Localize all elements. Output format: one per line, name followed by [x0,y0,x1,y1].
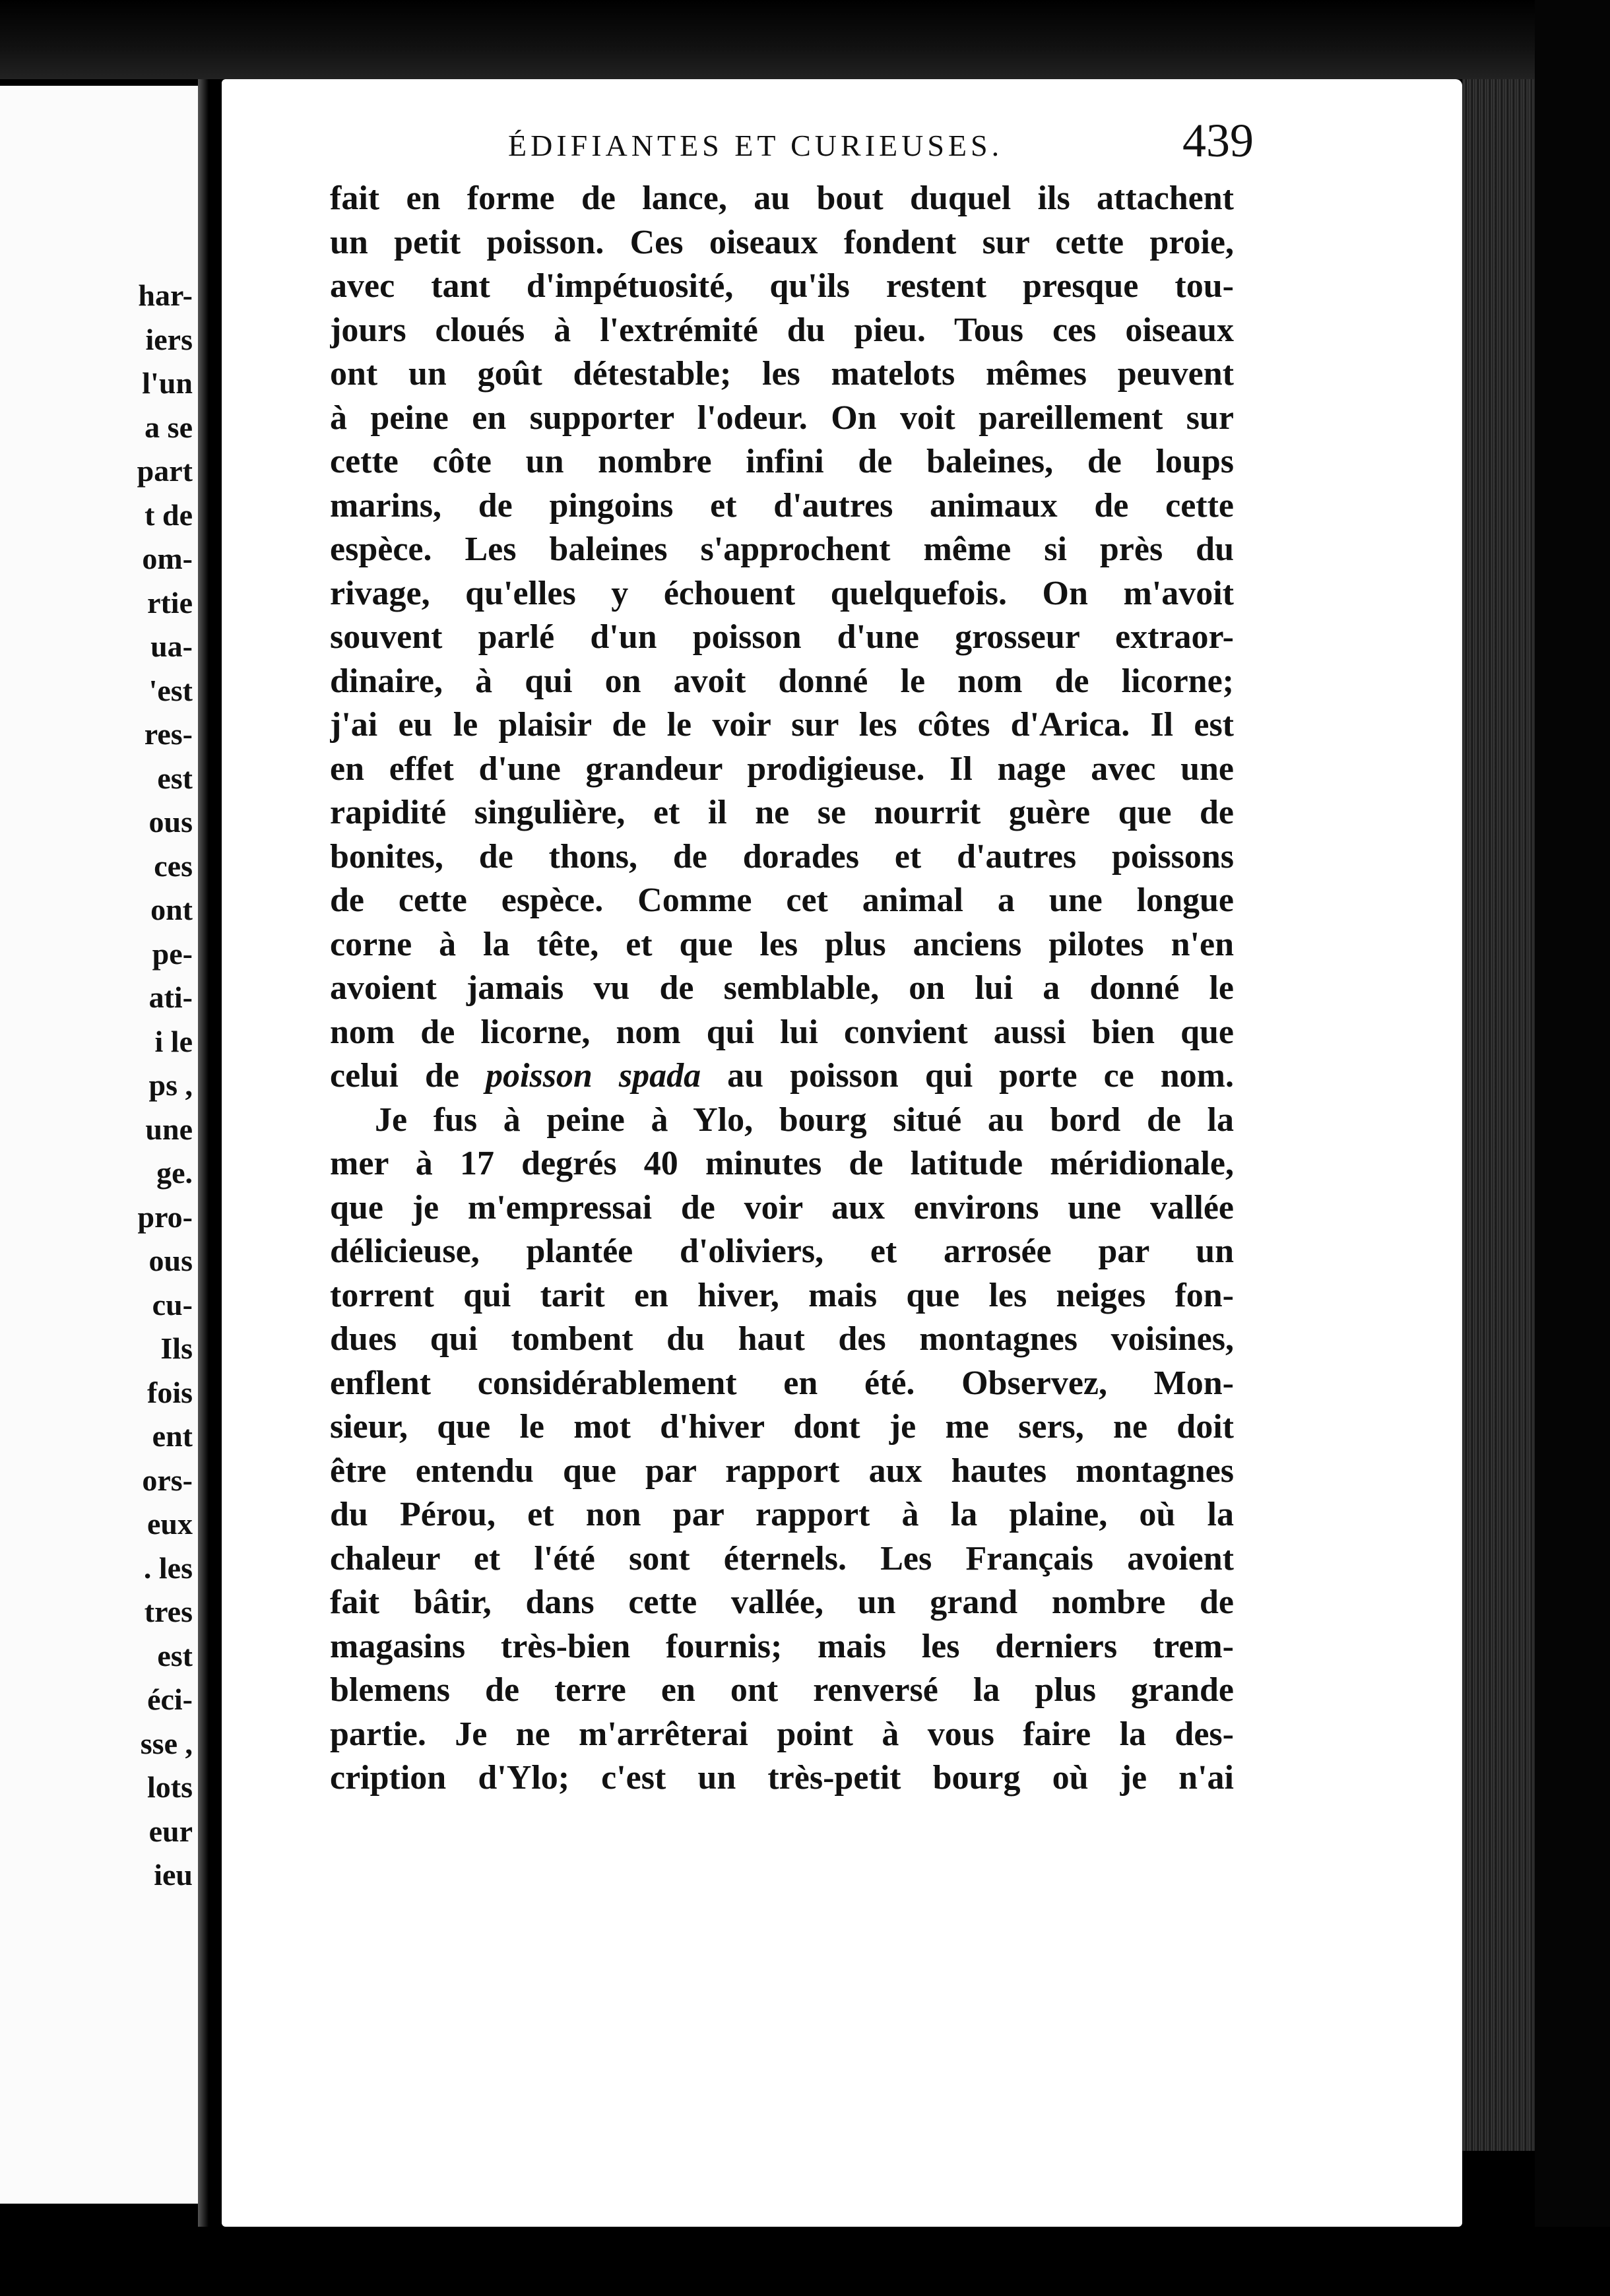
paragraph-2 [330,1099,1234,1801]
text-line: chaleur et l'été sont éternels. Les Français avoient [330,1539,1234,1578]
text-line: bonites, de thons, de dorades et d'autres poissons [330,837,1234,876]
left-page-fragment: t de [145,497,193,532]
left-page-fragment: est [157,1638,193,1673]
text-line: cription d'Ylo; c'est un très-petit bourg où je n'ai [330,1759,1234,1797]
left-page-fragment: har- [138,278,193,312]
left-page-fragment: eur [148,1814,193,1848]
left-page-text-fragments [48,274,193,1897]
left-page-fragment: sse , [140,1726,193,1760]
left-page-fragment: ati- [148,980,193,1014]
left-page-fragment: a se [145,410,193,444]
page-edges [1462,79,1535,2151]
left-page-fragment: fois [147,1375,193,1409]
text-line: celui de poisson spada au poisson qui porte ce nom. [330,1057,1234,1095]
italic-term: poisson spada [486,1057,701,1095]
text-line: avoient jamais vu de semblable, on lui a donné le [330,969,1234,1007]
background-right [1535,0,1610,2296]
text-line: cette côte un nombre infini de baleines, de loups [330,443,1234,480]
left-page-fragment: ont [150,893,193,926]
book-gutter [198,79,222,2230]
text-line: en effet d'une grandeur prodigieuse. Il nage avec une [330,749,1234,788]
text-line: marins, de pingoins et d'autres animaux de cette [330,486,1234,525]
left-page-fragment: éci- [147,1682,193,1716]
text-line: à peine en supporter l'odeur. On voit pareillement sur [330,399,1234,437]
text-line: dues qui tombent du haut des montagnes voisines, [330,1320,1234,1358]
left-page-fragment: . les [143,1550,193,1585]
left-page-fragment: lots [147,1770,193,1804]
left-page-fragment: rtie [147,585,193,620]
text-line: du Pérou, et non par rapport à la plaine, où la [330,1496,1234,1533]
left-page-fragment: ors- [142,1463,193,1497]
left-page-fragment: Ils [160,1331,193,1365]
running-title: ÉDIFIANTES ET CURIEUSES. [508,129,1004,162]
paragraph-1 [330,177,1234,1054]
text-line: avec tant d'impétuosité, qu'ils restent presque tou- [330,267,1234,305]
text-line: délicieuse, plantée d'oliviers, et arrosée par un [330,1232,1234,1270]
left-page-fragment: est [157,761,193,795]
text-line: torrent qui tarit en hiver, mais que les neiges fon- [330,1276,1234,1314]
left-page-fragment: iers [145,322,193,356]
left-page-fragment: pe- [152,936,193,971]
left-page-fragment: l'un [142,366,193,400]
text-line: jours cloués à l'extrémité du pieu. Tous ces oiseaux [330,311,1234,349]
left-page-fragment: une [145,1112,193,1146]
text-line: j'ai eu le plaisir de le voir sur les côtes d'Arica. Il est [330,706,1234,744]
text-line: de cette espèce. Comme cet animal a une longue [330,881,1234,919]
text-line: être entendu que par rapport aux hautes montagnes [330,1451,1234,1490]
text-line: enflent considérablement en été. Observez, Mon- [330,1364,1234,1402]
left-page [0,86,198,2204]
text-line: sieur, que le mot d'hiver dont je me sers, ne doit [330,1408,1234,1446]
left-page-fragment: eux [147,1507,193,1541]
text-line: fait en forme de lance, au bout duquel ils attachent [330,179,1234,217]
text-line: rapidité singulière, et il ne se nourrit guère que de [330,794,1234,831]
left-page-fragment: res- [144,717,193,751]
running-head [297,113,1254,173]
text-line: fait bâtir, dans cette vallée, un grand nombre de [330,1583,1234,1621]
text-line: espèce. Les baleines s'approchent même si près du [330,530,1234,568]
left-page-fragment: 'est [148,673,193,707]
background-bottom [0,2227,1610,2296]
left-page-fragment: ous [148,805,193,839]
text-line: que je m'empressai de voir aux environs une vallée [330,1188,1234,1227]
left-page-fragment: ua- [150,629,193,663]
text-line: un petit poisson. Ces oiseaux fondent sur cette proie, [330,223,1234,261]
page-number: 439 [1182,114,1254,167]
left-page-fragment: om- [142,542,193,575]
left-page-fragment: cu- [152,1287,193,1322]
left-page-fragment: ge. [156,1156,193,1190]
left-page-fragment: tres [144,1595,193,1628]
text-line: partie. Je ne m'arrêterai point à vous faire la des- [330,1715,1234,1753]
left-page-fragment: ous [148,1244,193,1277]
left-page-fragment: part [137,454,193,488]
book-top-edge [0,0,1610,79]
text-line: corne à la tête, et que les plus anciens pilotes n'en [330,925,1234,963]
text-line: Je fus à peine à Ylo, bourg situé au bord de la [375,1100,1234,1139]
text-line: ont un goût détestable; les matelots mêmes peuvent [330,355,1234,393]
left-page-fragment: ent [152,1419,193,1453]
left-page-fragment: i le [154,1024,193,1058]
text-line: magasins très-bien fournis; mais les derniers trem- [330,1627,1234,1665]
left-page-fragment: pro- [137,1199,193,1234]
text-line: dinaire, à qui on avoit donné le nom de licorne; [330,662,1234,700]
text-line: blemens de terre en ont renversé la plus grande [330,1671,1234,1709]
left-page-fragment: ces [154,848,193,883]
text-line: mer à 17 degrés 40 minutes de latitude méridionale, [330,1145,1234,1182]
left-page-fragment: ieu [154,1858,193,1892]
text-line: nom de licorne, nom qui lui convient aussi bien que [330,1013,1234,1051]
left-page-fragment: ps , [148,1068,193,1102]
text-line: souvent parlé d'un poisson d'une grosseur extraor- [330,618,1234,656]
text-line: rivage, qu'elles y échouent quelquefois. On m'avoit [330,574,1234,612]
body-text [330,177,1234,1801]
